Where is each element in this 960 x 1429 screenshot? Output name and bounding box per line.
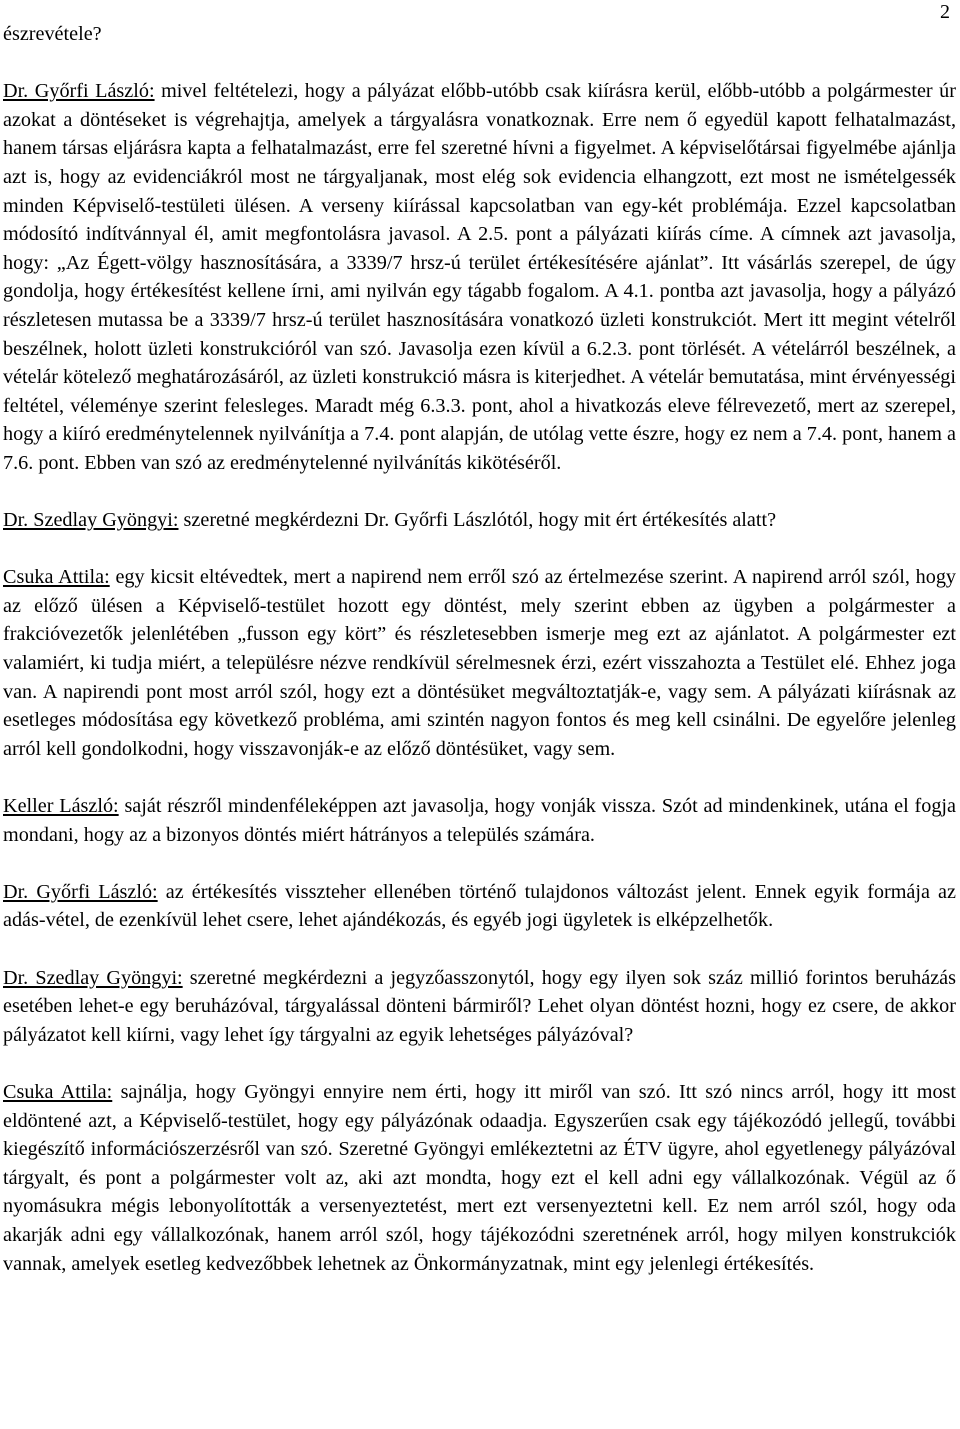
paragraph-text: saját részről mindenféleképpen azt javasolja, hogy vonják vissza. Szót ad mindenkinek, utána el fogja mondani, hogy az a bizonyos döntés miért hátrányos a település számára. [3,795,956,846]
speaker-name: Keller László: [3,795,119,818]
speaker-name: Csuka Attila: [3,1080,113,1103]
speaker-name: Dr. Szedlay Gyöngyi: [3,966,183,989]
paragraph-text: szeretné megkérdezni a jegyzőasszonytól, hogy egy ilyen sok száz millió forintos beruházás esetében lehet-e egy beruházóval, tárgyalással dönteni bármiről? Lehet olyan döntést hozni, hogy ez csere, de akkor pályázatot kell kiírni, vagy lehet így tárgyalni az egyik lehetséges pályázóval? [3,966,956,1046]
paragraph-text: észrevétele? [3,23,102,45]
paragraph-text: szeretné megkérdezni Dr. Győrfi Lászlótól, hogy mit ért értékesítés alatt? [178,509,777,532]
paragraph-continuation [3,20,956,49]
paragraph-statement [3,563,956,763]
minutes-body [3,20,956,1278]
paragraph-statement [3,792,956,849]
speaker-name: Dr. Győrfi László: [3,880,158,903]
paragraph-statement [3,77,956,477]
speaker-name: Dr. Szedlay Gyöngyi: [3,509,179,532]
page-number: 2 [940,1,950,23]
speaker-name: Dr. Győrfi László: [3,80,155,103]
paragraph-statement [3,1078,956,1278]
speaker-name: Csuka Attila: [3,566,110,589]
paragraph-text: egy kicsit eltévedtek, mert a napirend nem erről szó az értelmezése szerint. A napirend arról szól, hogy az előző ülésen a Képviselő-testület hozott egy döntést, mely szerint ebben az ügyben a polgármester a frakcióvezetők jelenlétében „fusson egy kört” és részletesebben ismerje meg ezt az ajánlatot. A polgármester ezt valamiért, ki tudja miért, a településre nézve rendkívül sérelmesnek érzi, ezért visszahozta a Testület elé. Ehhez joga van. A napirendi pont most arról szól, hogy ezt a döntésüket megváltoztatják-e, vagy sem. A pályázati kiírásnak az esetleges módosítása egy következő probléma, ami szintén nagyon fontos és meg kell csinálni. De egyelőre jelenleg arról kell gondolkodni, hogy visszavonják-e az előző döntésüket, vagy sem. [3,566,957,760]
paragraph-text: az értékesítés visszteher ellenében történő tulajdonos változást jelent. Ennek egyik formája az adás-vétel, de ezenkívül lehet csere, lehet ajándékozás, és egyéb jogi ügyletek is elképzelhetők. [3,880,956,932]
paragraph-statement [3,878,956,935]
paragraph-statement [3,964,956,1050]
paragraph-text: mivel feltételezi, hogy a pályázat előbb-utóbb csak kiírásra kerül, előbb-utóbb a polgármester úr azokat a döntéseket is végrehajtja, amelyek a tárgyalásra vonatkoznak. Erre nem ő egyedül kapott felhatalmazást, hanem társas eljárásra kapta a felhatalmazást, erre fel szeretné hívni a figyelmet. A képviselőtársai figyelmébe ajánlja azt is, hogy az evidenciákról most ne tárgyaljanak, most elég sok evidencia elhangzott, ezt most ne ismételgessék minden Képviselő-testületi ülésen. A verseny kiírással kapcsolatban van egy-két problémája. Ezzel kapcsolatban módosító indítvánnyal él, amit megfontolásra javasol. A 2.5. pont a pályázati kiírás címe. A címnek azt javasolja, hogy: „Az Égett-völgy hasznosítására, a 3339/7 hrsz-ú terület értékesítésére ajánlat”. Itt vásárlás szerepel, de úgy gondolja, hogy értékesítést kellene írni, ami nyilván egy tágabb fogalom. A 4.1. pontba azt javasolja, hogy a pályázó részletesen mutassa be a 3339/7 hrsz-ú terület hasznosítására vonatkozó üzleti konstrukciót. Mert itt megint vételről beszélnek, holott üzleti konstrukcióról van szó. Javasolja ezen kívül a 6.2.3. pont törlését. A vételárról beszélnek, a vételár kötelező meghatározásáról, az üzleti konstrukció másra is kiterjedhet. A vételár bemutatása, mint érvényességi feltétel, véleménye szerint felesleges. Maradt még 6.3.3. pont, ahol a hivatkozás eleve félrevezető, mert az szerepel, hogy a kiíró eredménytelennek nyilvánítja a 7.4. pont alapján, de utólag vette észre, hogy ez nem a 7.4. pont, hanem a 7.6. pont. Ebben van szó az eredménytelenné nyilvánítás kikötéséről. [3,80,956,474]
paragraph-text: sajnálja, hogy Gyöngyi ennyire nem érti, hogy itt miről van szó. Itt szó nincs arról, hogy itt most eldöntené azt, a Képviselő-testület, hogy egy pályázónak odaadja. Egyszerűen csak egy tájékozódó jellegű, további kiegészítő információszerzésről van szó. Szeretné Gyöngyi emlékeztetni az ÉTV ügyre, ahol egyetlenegy pályázóval tárgyalt, és pont a polgármester volt az, aki azt mondta, hogy ezt el kell adni egy vállalkozónak. Végül az ő nyomásukra mégis lebonyolították a versenyeztetést, mert ezt versenyeztetni kell. Ez nem arról szól, hogy oda akarják adni egy vállalkozónak, hanem arról szól, hogy tájékozódni szeretnének arról, hogy milyen konstrukciók vannak, amelyek esetleg kedvezőbbek lehetnek az Önkormányzatnak, mint egy jelenlegi értékesítés. [3,1080,957,1275]
paragraph-statement [3,506,956,535]
